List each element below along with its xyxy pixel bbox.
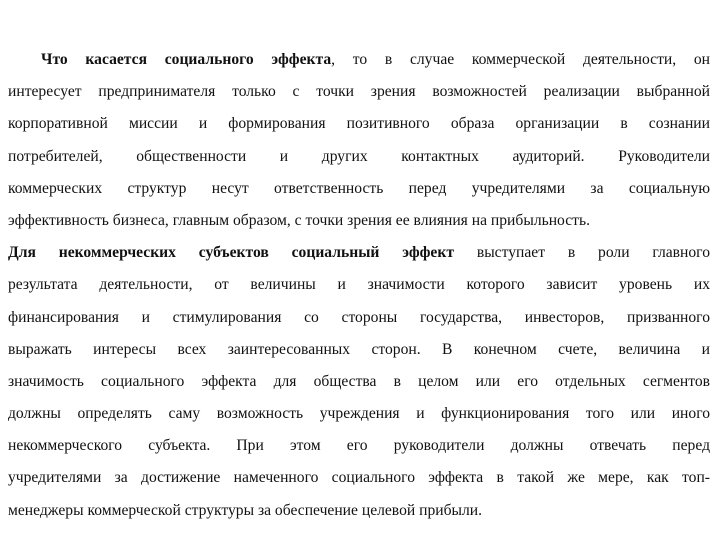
bold-lead-phrase: Что касается социального эффекта bbox=[41, 51, 332, 68]
text-line bbox=[8, 44, 710, 76]
text-fragment: выступает в роли главного bbox=[454, 244, 710, 262]
text-line: некоммерческого субъекта. При этом его руководители должны отвечать перед bbox=[8, 437, 710, 455]
text-line: значимость социального эффекта для общества в целом или его отдельных сегментов bbox=[8, 372, 710, 390]
text-line: коммерческих структур несут ответственность перед учредителями за социальную bbox=[8, 179, 710, 197]
text-line: интересует предпринимателя только с точки зрения возможностей реализации выбранной bbox=[8, 83, 710, 101]
text-line: учредителями за достижение намеченного социального эффекта в такой же мере, как топ- bbox=[8, 469, 710, 487]
text-line: выражать интересы всех заинтересованных сторон. В конечном счете, величина и bbox=[8, 340, 710, 358]
text-line: потребителей, общественности и других контактных аудиторий. Руководители bbox=[8, 147, 710, 165]
text-line: эффективность бизнеса, главным образом, с точки зрения ее влияния на прибыльность. bbox=[8, 211, 590, 229]
text-line: корпоративной миссии и формирования позитивного образа организации в сознании bbox=[8, 115, 710, 133]
bold-lead-phrase: Для некоммерческих субъектов социальный эффект bbox=[8, 244, 455, 262]
text-line: должны определять саму возможность учреждения и функционирования того или иного bbox=[8, 405, 710, 423]
text-line bbox=[8, 237, 710, 269]
text-line: результата деятельности, от величины и значимости которого зависит уровень их bbox=[8, 276, 710, 294]
text-line: менеджеры коммерческой структуры за обеспечение целевой прибыли. bbox=[8, 501, 483, 519]
text-fragment: , то в случае коммерческой деятельности, он bbox=[331, 51, 710, 68]
text-line: финансирования и стимулирования со стороны государства, инвесторов, призванного bbox=[8, 308, 710, 326]
text-block bbox=[8, 44, 710, 527]
